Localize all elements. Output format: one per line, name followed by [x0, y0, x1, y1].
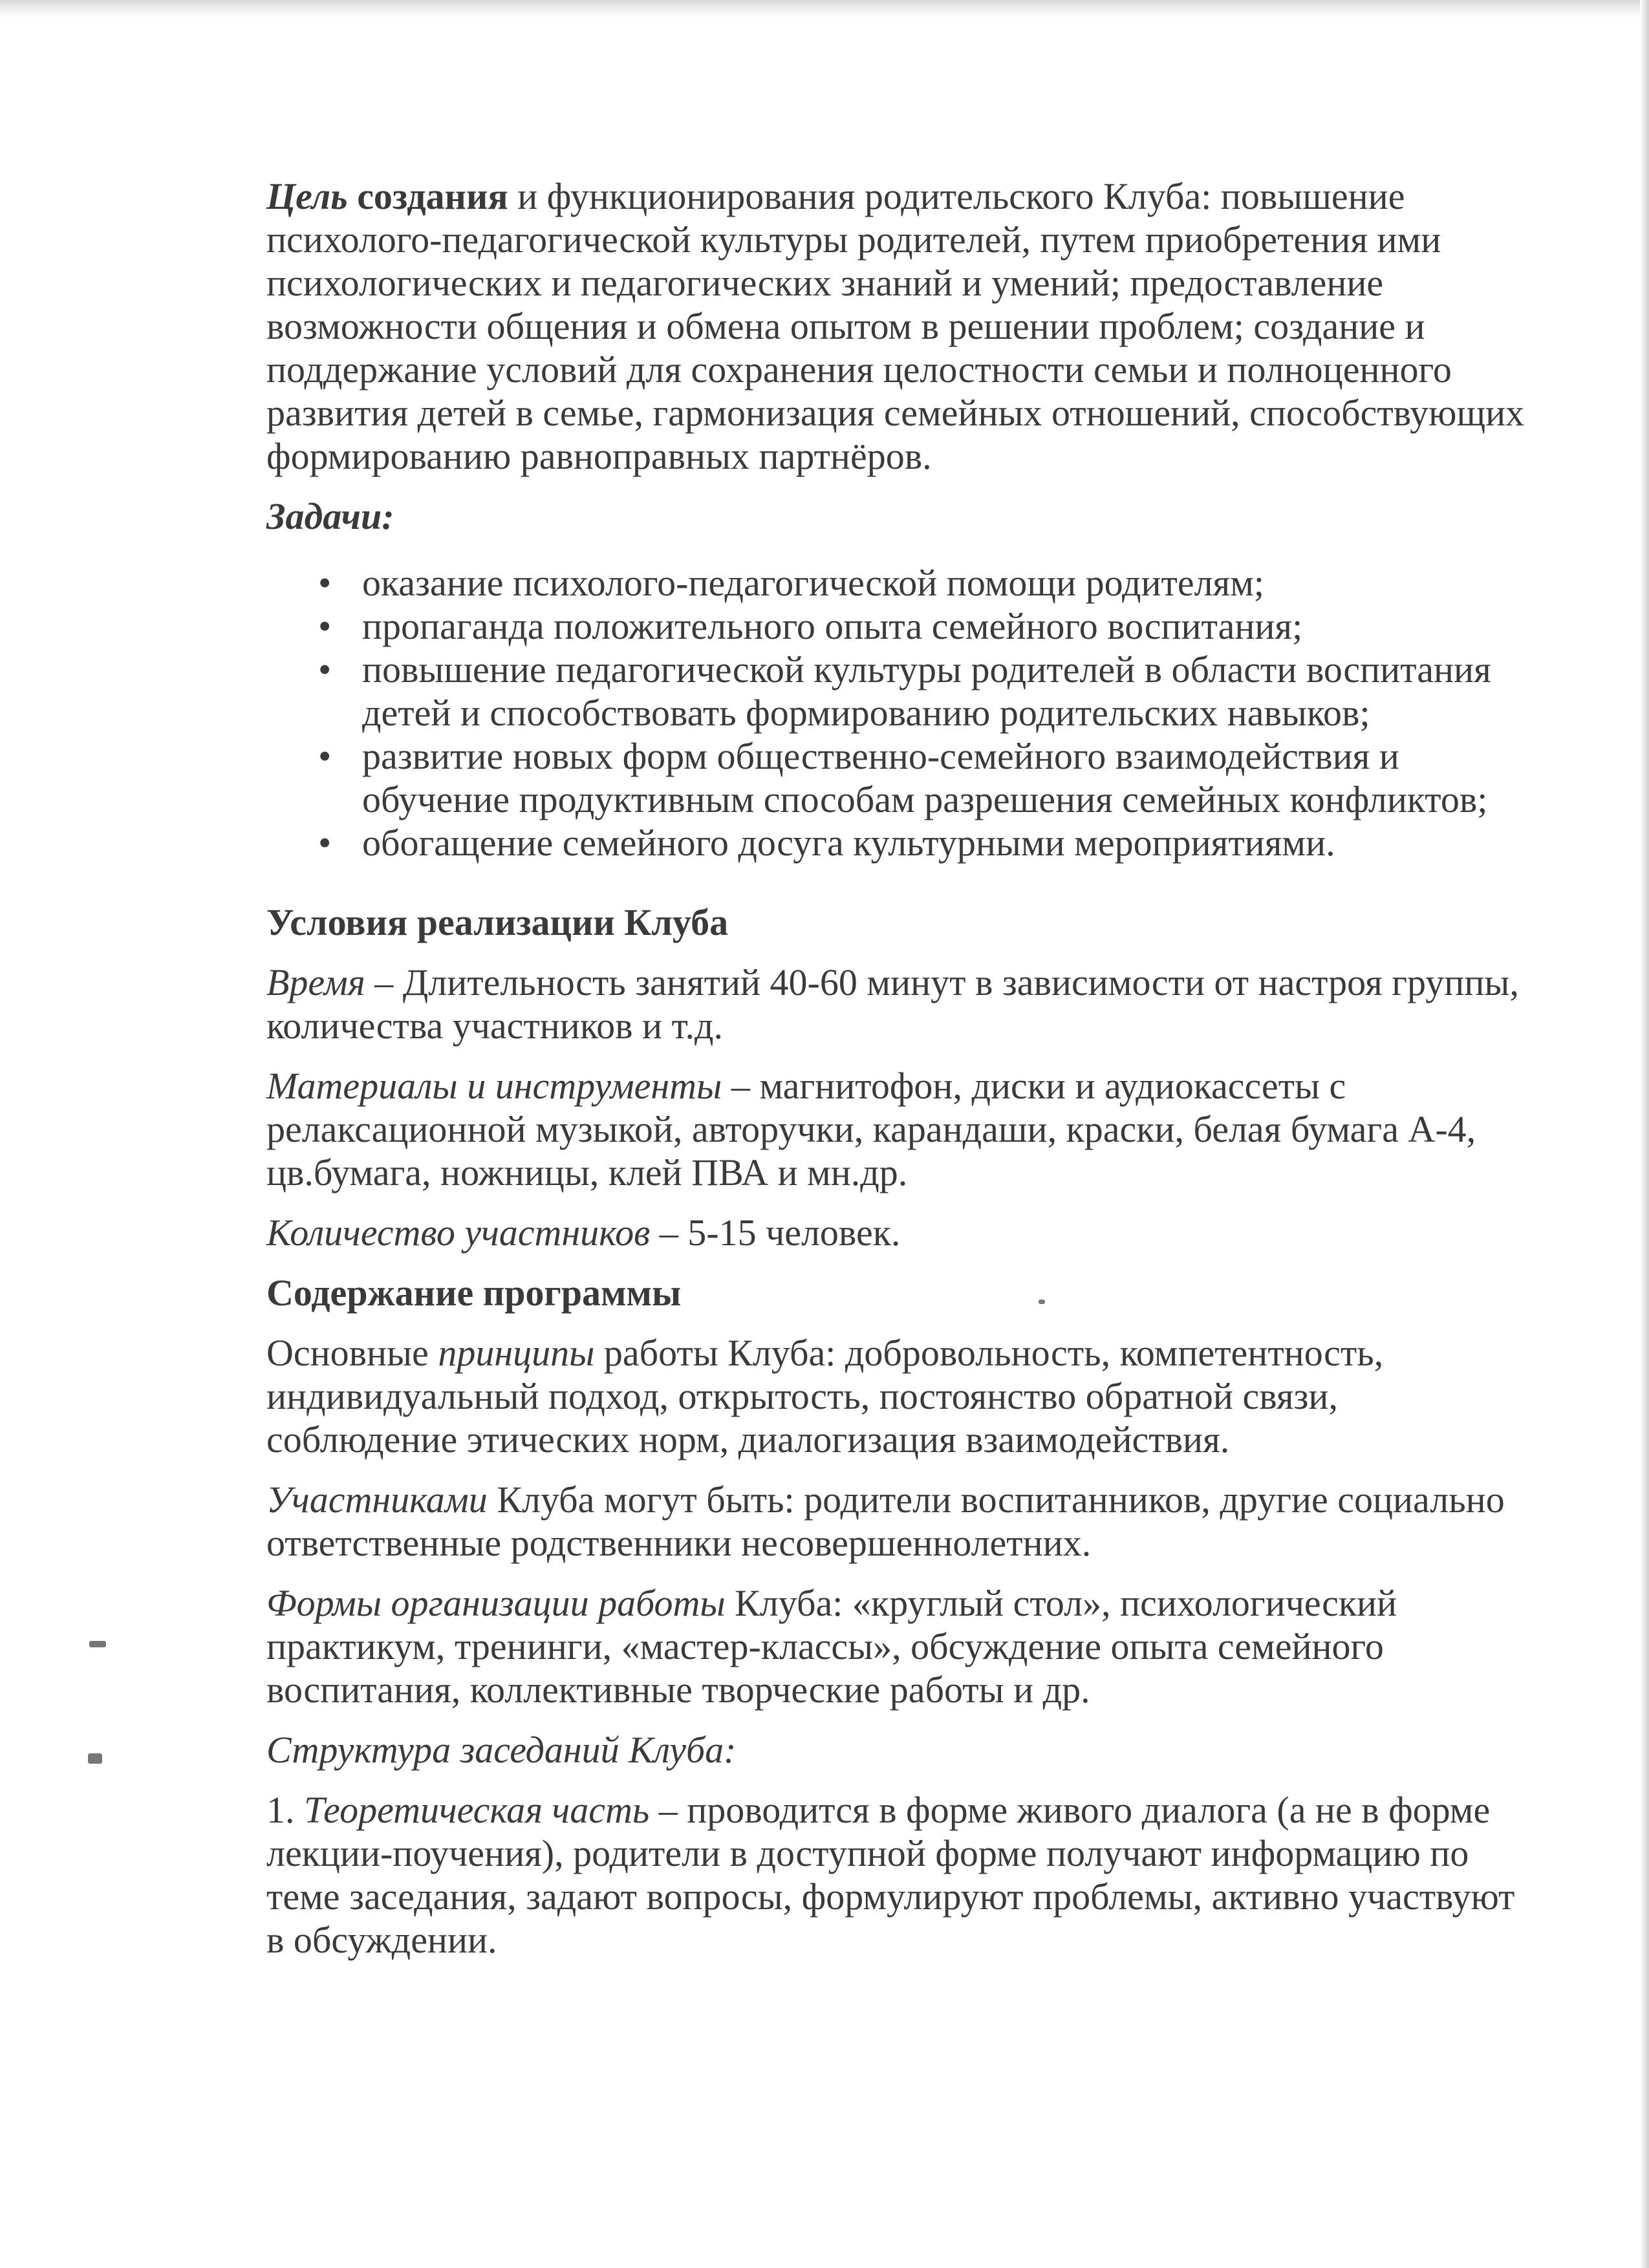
part1-paragraph	[266, 1788, 1534, 1962]
materials-paragraph	[266, 1064, 1534, 1194]
list-item	[266, 648, 1534, 734]
list-item	[266, 561, 1534, 604]
goal-label-bold: создания	[357, 175, 508, 217]
list-item	[266, 734, 1534, 821]
participants-paragraph	[266, 1211, 1534, 1254]
participants-label: Количество участников	[266, 1212, 651, 1254]
scan-edge-top	[0, 0, 1649, 18]
materials-text: – магнитофон, диски и аудиокассеты с релаксационной музыкой, авторучки, карандаши, краски, белая бумага А-4, цв.бумага, ножницы, клей ПВА и мн.др.	[266, 1065, 1476, 1193]
part1-number: 1.	[266, 1789, 295, 1831]
forms-text: Клуба: «круглый стол», психологический практикум, тренинги, «мастер-классы», обсуждение опыта семейного воспитания, коллективные творческие работы и др.	[266, 1582, 1397, 1711]
structure-label: Структура заседаний Клуба:	[266, 1729, 737, 1771]
principles-paragraph	[266, 1331, 1534, 1461]
bullet-icon: •	[318, 735, 332, 777]
time-label: Время	[266, 961, 365, 1003]
goal-text: и функционирования родительского Клуба: повышение психолого-педагогической культуры родителей, путем приобретения ими психологических и педагогических знаний и умений; предоставление возможности общения и обмена опытом в решении проблем; создание и поддержание условий для сохранения целостности семьи и полноценного развития детей в семье, гармонизация семейных отношений, способствующих формированию равноправных партнёров.	[266, 175, 1525, 477]
list-item	[266, 604, 1534, 648]
principles-prefix: Основные	[266, 1332, 429, 1374]
scan-speck	[88, 1753, 102, 1764]
forms-paragraph	[266, 1581, 1534, 1711]
members-label: Участниками	[266, 1479, 488, 1521]
members-paragraph	[266, 1478, 1534, 1565]
goal-label-italic: Цель	[266, 175, 348, 217]
bullet-icon: •	[318, 605, 332, 647]
participants-text: – 5-15 человек.	[659, 1212, 901, 1254]
principles-label: принципы	[438, 1332, 595, 1374]
scan-speck	[89, 1641, 106, 1647]
goal-paragraph	[266, 175, 1534, 478]
time-paragraph	[266, 961, 1534, 1047]
bullet-icon: •	[318, 822, 332, 864]
list-item-text: обогащение семейного досуга культурными мероприятиями.	[362, 822, 1335, 864]
list-item-text: повышение педагогической культуры родителей в области воспитания детей и способствовать формированию родительских навыков;	[362, 648, 1491, 734]
part1-label: Теоретическая часть	[304, 1789, 650, 1831]
document-body	[266, 175, 1534, 1978]
materials-label: Материалы и инструменты	[266, 1065, 722, 1107]
part1-text: – проводится в форме живого диалога (а не в форме лекции-поучения), родители в доступной форме получают информацию по теме заседания, задают вопросы, формулируют проблемы, активно участвуют в обсуждении.	[266, 1789, 1515, 1961]
list-item-text: оказание психолого-педагогической помощи родителям;	[362, 562, 1265, 604]
members-text: Клуба могут быть: родители воспитанников, другие социально ответственные родственники несовершеннолетних.	[266, 1479, 1505, 1564]
list-item-text: пропаганда положительного опыта семейного воспитания;	[362, 605, 1303, 647]
forms-label: Формы организации работы	[266, 1582, 726, 1624]
bullet-icon: •	[318, 562, 332, 604]
scan-edge-right	[1640, 0, 1649, 2268]
conditions-heading: Условия реализации Клуба	[266, 901, 729, 943]
list-item-text: развитие новых форм общественно-семейного взаимодействия и обучение продуктивным способам разрешения семейных конфликтов;	[362, 735, 1488, 820]
list-item	[266, 821, 1534, 864]
principles-text: работы Клуба: добровольность, компетентность, индивидуальный подход, открытость, постоянство обратной связи, соблюдение этических норм, диалогизация взаимодействия.	[266, 1332, 1384, 1460]
program-heading: Содержание программы	[266, 1272, 682, 1314]
time-text: – Длительность занятий 40-60 минут в зависимости от настроя группы, количества участников и т.д.	[266, 961, 1519, 1047]
bullet-icon: •	[318, 648, 332, 690]
tasks-list	[266, 561, 1534, 864]
tasks-title: Задачи:	[266, 495, 394, 537]
